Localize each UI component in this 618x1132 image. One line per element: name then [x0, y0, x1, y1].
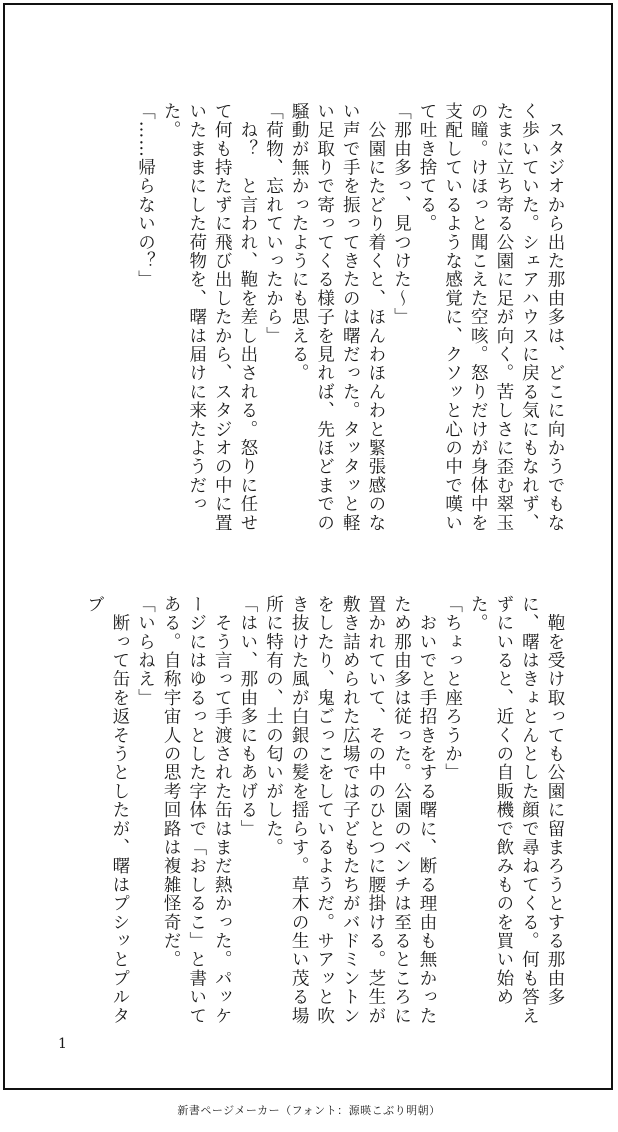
- dialogue-line: 「……帰らないの？」: [135, 102, 156, 289]
- dialogue-line: 「いらねえ」: [135, 595, 156, 708]
- paragraph: スタジオから出た那由多は、どこに向かうでもなく歩いていた。シェアハウスに戻る気にもなれず、たまに立ち寄る公園に足が向く。苦しさに歪む翠玉の瞳。けほっと聞こえた空咳。怒りだけが身体中を支配しているような感覚に、クソッと心の中で嘆いて吐き捨てる。: [417, 102, 565, 533]
- paragraph: ね？ と言われ、鞄を差し出される。怒りに任せて何も持たずに飛び出したから、スタジオの中に置いたままにした荷物を、曙は届けに来たようだった。: [161, 102, 258, 533]
- paragraph: そう言って手渡された缶はまだ熱かった。パッケージにはゆるっとした字体で「おしるこ」と書いてある。自称宇宙人の思考回路は複雑怪奇だ。: [161, 595, 233, 1026]
- upper-text-column: [57, 102, 567, 542]
- dialogue-line: 「ちょっと座ろうか」: [442, 595, 463, 782]
- paragraph: おいでと手招きをする曙に、断る理由も無かったため那由多は従った。公園のベンチは至るところに置かれていて、その中のひとつに腰掛ける。芝生が敷き詰められた広場では子どもたちがバドミントンをしたり、鬼ごっこをしているようだ。サアッと吹き抜けた風が白銀の髪を揺らす。草木の生い茂る場所に特有の、土の匂いがした。: [263, 595, 438, 1026]
- lower-text-column: [57, 595, 567, 1035]
- paragraph: 公園にたどり着くと、ほんわほんわと緊張感のない声で手を振ってきたのは曙だった。タッタッと軽い足取りで寄ってくる様子を見れば、先ほどまでの騒動が無かったようにも思える。: [289, 102, 386, 533]
- page-frame: [3, 3, 613, 1090]
- dialogue-line: 「那由多っ、見つけた〜」: [391, 102, 412, 327]
- dialogue-line: 「はい、那由多にもあげる」: [237, 595, 258, 839]
- page-number: 1: [58, 1036, 67, 1052]
- dialogue-line: 「荷物、忘れていったから」: [263, 102, 284, 346]
- paragraph: 鞄を受け取っても公園に留まろうとする那由多に、曙はきょとんとした顔で尋ねてくる。何も答えずにいると、近くの自販機で飲みものを買い始めた。: [468, 595, 565, 1026]
- paragraph: 断って缶を返そうとしたが、曙はプシッとプルタブ: [84, 595, 130, 1026]
- footer-credit: 新書ページメーカー（フォント：源暎こぶり明朝）: [177, 1104, 441, 1117]
